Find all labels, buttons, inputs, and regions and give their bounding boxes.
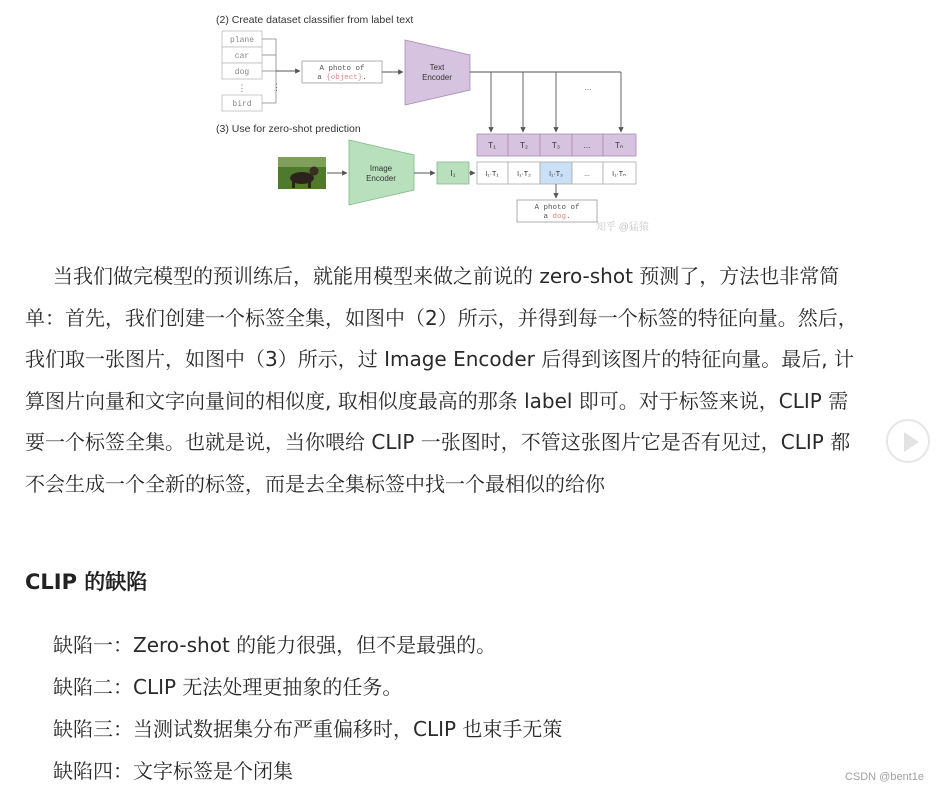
text-feature-t1: T₁ (488, 141, 496, 150)
list-item: 缺陷二：CLIP 无法处理更抽象的任务。 (53, 675, 403, 699)
section-heading: CLIP 的缺陷 (25, 570, 148, 594)
source-watermark: 知乎 @猛猿 (596, 222, 649, 233)
result-line2 (543, 213, 570, 221)
play-circle-icon[interactable] (886, 419, 930, 463)
dot-product-1: I₁·T₁ (485, 171, 499, 178)
result-line1: A photo of (534, 204, 580, 212)
prompt-prefix: a (317, 74, 327, 82)
dog-photo (278, 157, 326, 189)
prompt-line2 (317, 74, 367, 82)
step3-title: (3) Use for zero-shot prediction (216, 123, 361, 135)
label-vertical-ellipsis: ⋮ (237, 83, 247, 93)
prompt-object: {object} (326, 74, 363, 82)
step2-title: (2) Create dataset classifier from label text (216, 14, 414, 26)
label-car: car (234, 52, 250, 61)
text-feature-t3: T₃ (551, 141, 561, 150)
result-object: dog (552, 213, 567, 221)
result-prefix: a (543, 213, 553, 221)
article-paragraph: 当我们做完模型的预训练后，就能用模型来做之前说的 zero-shot 预测了，方法也非常简单：首先，我们创建一个标签全集，如图中（2）所示，并得到每一个标签的特征向量。然后，我们取一张图片，如图中（3）所示，过 Image Encoder 后得到该图片的特征向量。最后, 计算图片向量和文字向量间的相似度, 取相似度最高的那条 label 即可。对于标签来说，CLIP 需要一个标签全集。也就是说，当你喂给 CLIP 一张图时，不管这张图片它是否有见过，CLIP 都不会生成一个全新的标签，而是去全集标签中找一个最相似的给你 (25, 264, 858, 496)
image-encoder-label-1: Image (369, 164, 393, 173)
text-encoder-label-1: Text (429, 63, 445, 72)
dot-product-3: I₁·T₃ (549, 171, 563, 178)
text-encoder-label-2: Encoder (422, 73, 452, 82)
prompt-suffix: . (362, 74, 367, 82)
label-plane: plane (229, 36, 255, 45)
list-item: 缺陷四：文字标签是个闭集 (53, 759, 293, 783)
dot-product-n: I₁·Tₙ (612, 171, 626, 178)
clip-zero-shot-figure (0, 0, 938, 240)
text-feature-ellipsis: ... (583, 141, 591, 150)
csdn-watermark: CSDN @bent1e (844, 771, 924, 783)
prompt-line1: A photo of (319, 65, 365, 73)
image-encoder-label-2: Encoder (366, 174, 396, 183)
text-encoder-output-arrows (470, 72, 621, 132)
defect-list (53, 624, 562, 792)
list-item: 缺陷一：Zero-shot 的能力很强，但不是最强的。 (53, 633, 497, 657)
image-feature-i1: I₁ (450, 169, 456, 178)
dot-product-2: I₁·T₂ (517, 171, 531, 178)
features-ellipsis: ... (584, 83, 592, 92)
label-bird: bird (232, 100, 252, 109)
result-suffix: . (566, 213, 571, 221)
list-item: 缺陷三：当测试数据集分布严重偏移时，CLIP 也束手无策 (53, 717, 563, 741)
label-dog: dog (234, 68, 250, 77)
svg-text:⋮: ⋮ (272, 82, 281, 92)
text-feature-tn: Tₙ (614, 141, 624, 150)
text-feature-t2: T₂ (520, 141, 528, 150)
dot-product-ellipsis: ... (584, 171, 590, 178)
